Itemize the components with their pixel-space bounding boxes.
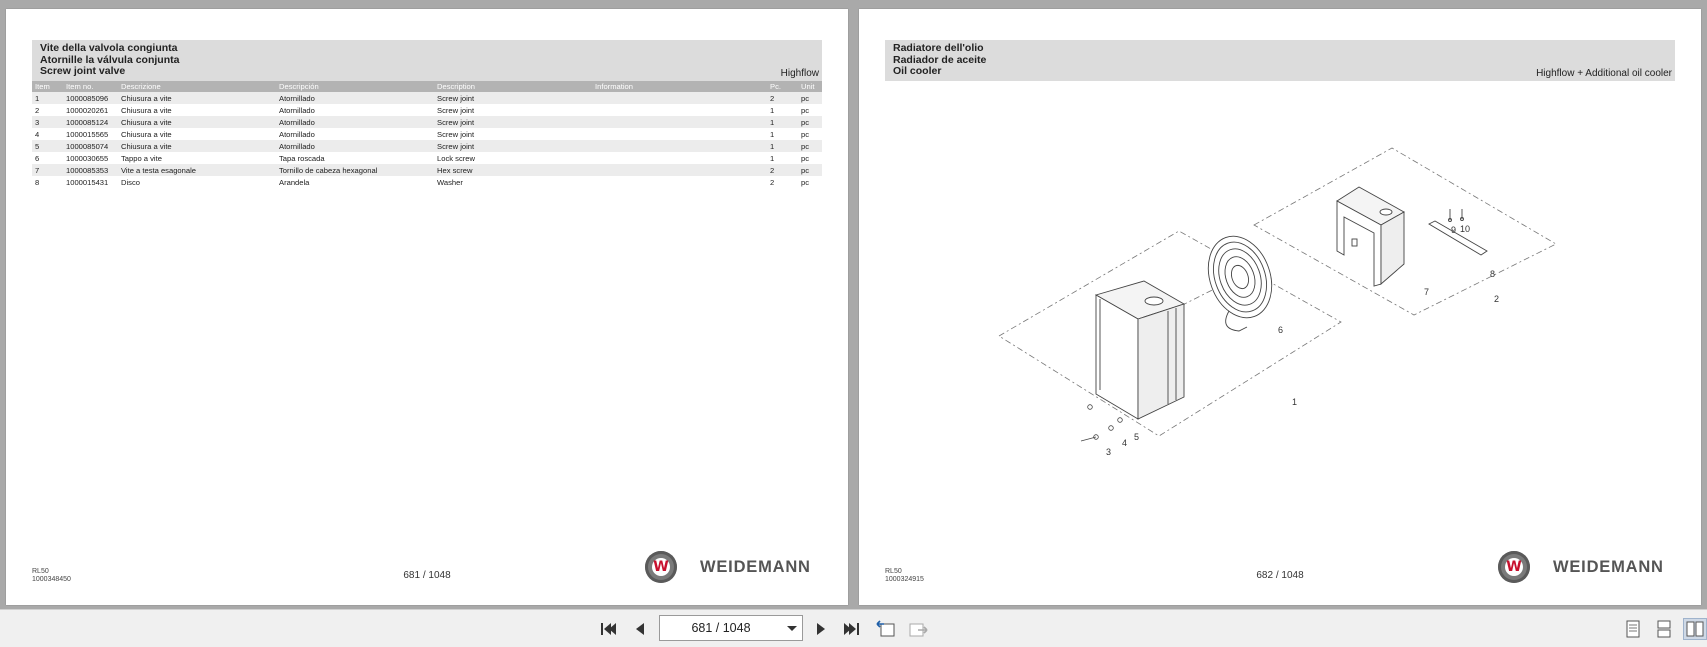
back-view-icon xyxy=(875,620,897,638)
next-page-button[interactable] xyxy=(809,618,833,640)
cell-unit: pc xyxy=(801,129,810,139)
cell-description: Screw joint xyxy=(437,129,475,139)
cell-pc: 1 xyxy=(770,153,775,163)
cell-description: Lock screw xyxy=(437,153,475,163)
cell-descrizione: Chiusura a vite xyxy=(118,92,276,104)
cell-descrizione: Chiusura a vite xyxy=(121,129,172,139)
cell-information xyxy=(592,164,767,176)
continuous-view-button[interactable] xyxy=(1652,618,1676,640)
callout-7: 7 xyxy=(1424,287,1430,297)
cell-pc: 1 xyxy=(770,105,775,115)
cell-unit: pc xyxy=(798,140,822,152)
single-page-view-icon xyxy=(1625,620,1641,638)
callout-3: 3 xyxy=(1106,447,1112,457)
brand-wordmark: WEIDEMANN xyxy=(700,558,811,576)
col-header-descrizione: Descrizione xyxy=(118,81,276,92)
callout-2: 2 xyxy=(1494,294,1500,304)
cell-unit: pc xyxy=(798,164,822,176)
page-number: 682 / 1048 xyxy=(1256,570,1304,581)
callout-6: 6 xyxy=(1278,325,1284,335)
callout-10: 10 xyxy=(1460,224,1471,234)
col-header-description: Description xyxy=(434,81,592,92)
cell-information xyxy=(592,140,767,152)
cell-item: 2 xyxy=(35,105,40,115)
doc-number: 1000324915 xyxy=(885,576,924,583)
left-page xyxy=(6,9,848,605)
cell-item-no: 1000030655 xyxy=(66,153,109,163)
cell-pc: 1 xyxy=(767,140,798,152)
col-header-descripcion: Descripción xyxy=(276,81,434,92)
cell-descripcion: Atornillado xyxy=(276,116,434,128)
right-page xyxy=(859,9,1701,605)
table-row xyxy=(32,104,822,116)
two-page-view-button[interactable] xyxy=(1683,618,1707,640)
cell-descrizione: Disco xyxy=(121,177,140,187)
brand-letter: W xyxy=(1506,559,1522,575)
cell-descripcion: Arandela xyxy=(279,177,310,187)
continuous-view-icon xyxy=(1656,620,1672,638)
cooler-filler-cap xyxy=(1145,297,1163,305)
cell-descripcion: Tapa roscada xyxy=(279,153,325,163)
table-row xyxy=(32,128,822,140)
bracket-side xyxy=(1381,212,1404,284)
forward-view-icon xyxy=(907,620,929,638)
back-view-button[interactable] xyxy=(874,618,898,640)
cell-item-no: 1000085074 xyxy=(63,140,118,152)
cell-item-no: 1000015431 xyxy=(66,177,109,187)
cell-item-no: 1000085353 xyxy=(63,164,118,176)
cell-pc: 2 xyxy=(770,177,775,187)
cell-pc: 1 xyxy=(767,116,798,128)
left-page-titles xyxy=(40,43,179,78)
brand-wordmark: WEIDEMANN xyxy=(1553,558,1664,576)
last-page-icon xyxy=(843,621,861,637)
callout-4: 4 xyxy=(1122,438,1128,448)
cooler-side xyxy=(1138,304,1184,419)
cell-descrizione: Vite a testa esagonale xyxy=(118,164,276,176)
cell-information xyxy=(592,104,767,116)
title-italian: Radiatore dell'olio xyxy=(893,42,984,54)
table-row xyxy=(32,116,822,128)
title-english: Screw joint valve xyxy=(40,65,126,77)
cell-information xyxy=(592,92,767,104)
cell-item: 8 xyxy=(35,177,40,187)
cell-item: 1 xyxy=(32,92,63,104)
cell-description: Screw joint xyxy=(434,116,592,128)
cell-pc: 2 xyxy=(767,92,798,104)
cell-pc: 1 xyxy=(770,129,775,139)
cell-unit: pc xyxy=(801,105,810,115)
previous-page-icon xyxy=(632,621,648,637)
page-number-input[interactable] xyxy=(660,616,782,640)
cell-pc: 2 xyxy=(767,164,798,176)
col-header-pc: Pc. xyxy=(767,81,798,92)
brand-badge-icon xyxy=(645,551,677,583)
callout-8: 8 xyxy=(1490,269,1496,279)
title-spanish: Atornille la válvula conjunta xyxy=(40,53,180,66)
parts-table-body xyxy=(32,92,822,188)
last-page-button[interactable] xyxy=(840,618,864,640)
cell-item-no: 1000015565 xyxy=(66,129,109,139)
left-page-header xyxy=(32,40,822,81)
brand-logo xyxy=(645,550,845,586)
col-header-item-no: Item no. xyxy=(63,81,118,92)
table-row xyxy=(32,164,822,176)
callout-9: 9 xyxy=(1451,225,1457,235)
title-spanish: Radiador de aceite xyxy=(893,53,987,66)
strut-bar xyxy=(1429,221,1487,255)
cell-item-no: 1000085096 xyxy=(63,92,118,104)
cell-descrizione: Tappo a vite xyxy=(121,153,162,163)
cell-descrizione: Chiusura a vite xyxy=(118,140,276,152)
assembly-boundary-2 xyxy=(1254,148,1556,315)
previous-page-button[interactable] xyxy=(628,618,652,640)
page-number-field[interactable] xyxy=(659,615,803,641)
parts-table xyxy=(32,81,822,188)
brand-letter: W xyxy=(653,559,669,575)
table-row xyxy=(32,92,822,104)
cell-description: Screw joint xyxy=(437,105,475,115)
two-page-view-icon xyxy=(1686,621,1704,637)
cell-unit: pc xyxy=(798,116,822,128)
right-page-titles xyxy=(893,43,986,78)
cell-description: Washer xyxy=(437,177,463,187)
fasteners xyxy=(1081,405,1122,441)
cell-information xyxy=(592,176,767,188)
cell-description: Screw joint xyxy=(434,140,592,152)
cell-descripcion: Atornillado xyxy=(276,92,434,104)
cell-item: 6 xyxy=(35,153,40,163)
col-header-unit: Unit xyxy=(798,81,822,92)
oil-cooler-exploded-drawing xyxy=(859,89,1701,549)
title-english: Oil cooler xyxy=(893,65,942,77)
model-label: RL50 xyxy=(32,568,49,575)
cell-information xyxy=(592,152,767,164)
cell-description: Screw joint xyxy=(434,92,592,104)
callout-5: 5 xyxy=(1134,432,1140,442)
col-header-information: Information xyxy=(592,81,767,92)
single-page-view-button[interactable] xyxy=(1621,618,1645,640)
first-page-icon xyxy=(599,621,617,637)
chevron-down-icon[interactable] xyxy=(785,622,799,634)
cell-unit: pc xyxy=(801,177,810,187)
forward-view-button[interactable] xyxy=(906,618,930,640)
cell-descripcion: Atornillado xyxy=(279,129,315,139)
cell-information xyxy=(592,128,767,140)
callout-1: 1 xyxy=(1292,397,1298,407)
first-page-button[interactable] xyxy=(596,618,620,640)
cell-descrizione: Chiusura a vite xyxy=(121,105,172,115)
fan-assembly xyxy=(1197,227,1282,331)
cell-information xyxy=(592,116,767,128)
cell-item: 7 xyxy=(32,164,63,176)
brand-logo xyxy=(1498,550,1698,586)
page-number: 681 / 1048 xyxy=(403,570,451,581)
title-italian: Vite della valvola congiunta xyxy=(40,42,178,54)
cell-description: Hex screw xyxy=(434,164,592,176)
cell-item-no: 1000020261 xyxy=(66,105,109,115)
col-header-item: Item xyxy=(32,81,63,92)
cell-item: 5 xyxy=(32,140,63,152)
model-label: RL50 xyxy=(885,568,902,575)
table-row xyxy=(32,176,822,188)
variant-label: Highflow + Additional oil cooler xyxy=(1536,68,1672,79)
viewer-toolbar xyxy=(0,609,1707,647)
right-page-header xyxy=(885,40,1675,81)
table-header-row xyxy=(32,81,822,92)
cell-unit: pc xyxy=(798,92,822,104)
next-page-icon xyxy=(813,621,829,637)
cell-descripcion: Atornillado xyxy=(276,140,434,152)
variant-label: Highflow xyxy=(780,68,819,79)
brand-badge-icon xyxy=(1498,551,1530,583)
cell-descripcion: Atornillado xyxy=(279,105,315,115)
cell-descrizione: Chiusura a vite xyxy=(118,116,276,128)
cell-item: 4 xyxy=(35,129,40,139)
cell-item-no: 1000085124 xyxy=(63,116,118,128)
table-row xyxy=(32,152,822,164)
cell-item: 3 xyxy=(32,116,63,128)
cell-descripcion: Tornillo de cabeza hexagonal xyxy=(276,164,434,176)
doc-number: 1000348450 xyxy=(32,576,71,583)
cell-unit: pc xyxy=(801,153,810,163)
table-row xyxy=(32,140,822,152)
